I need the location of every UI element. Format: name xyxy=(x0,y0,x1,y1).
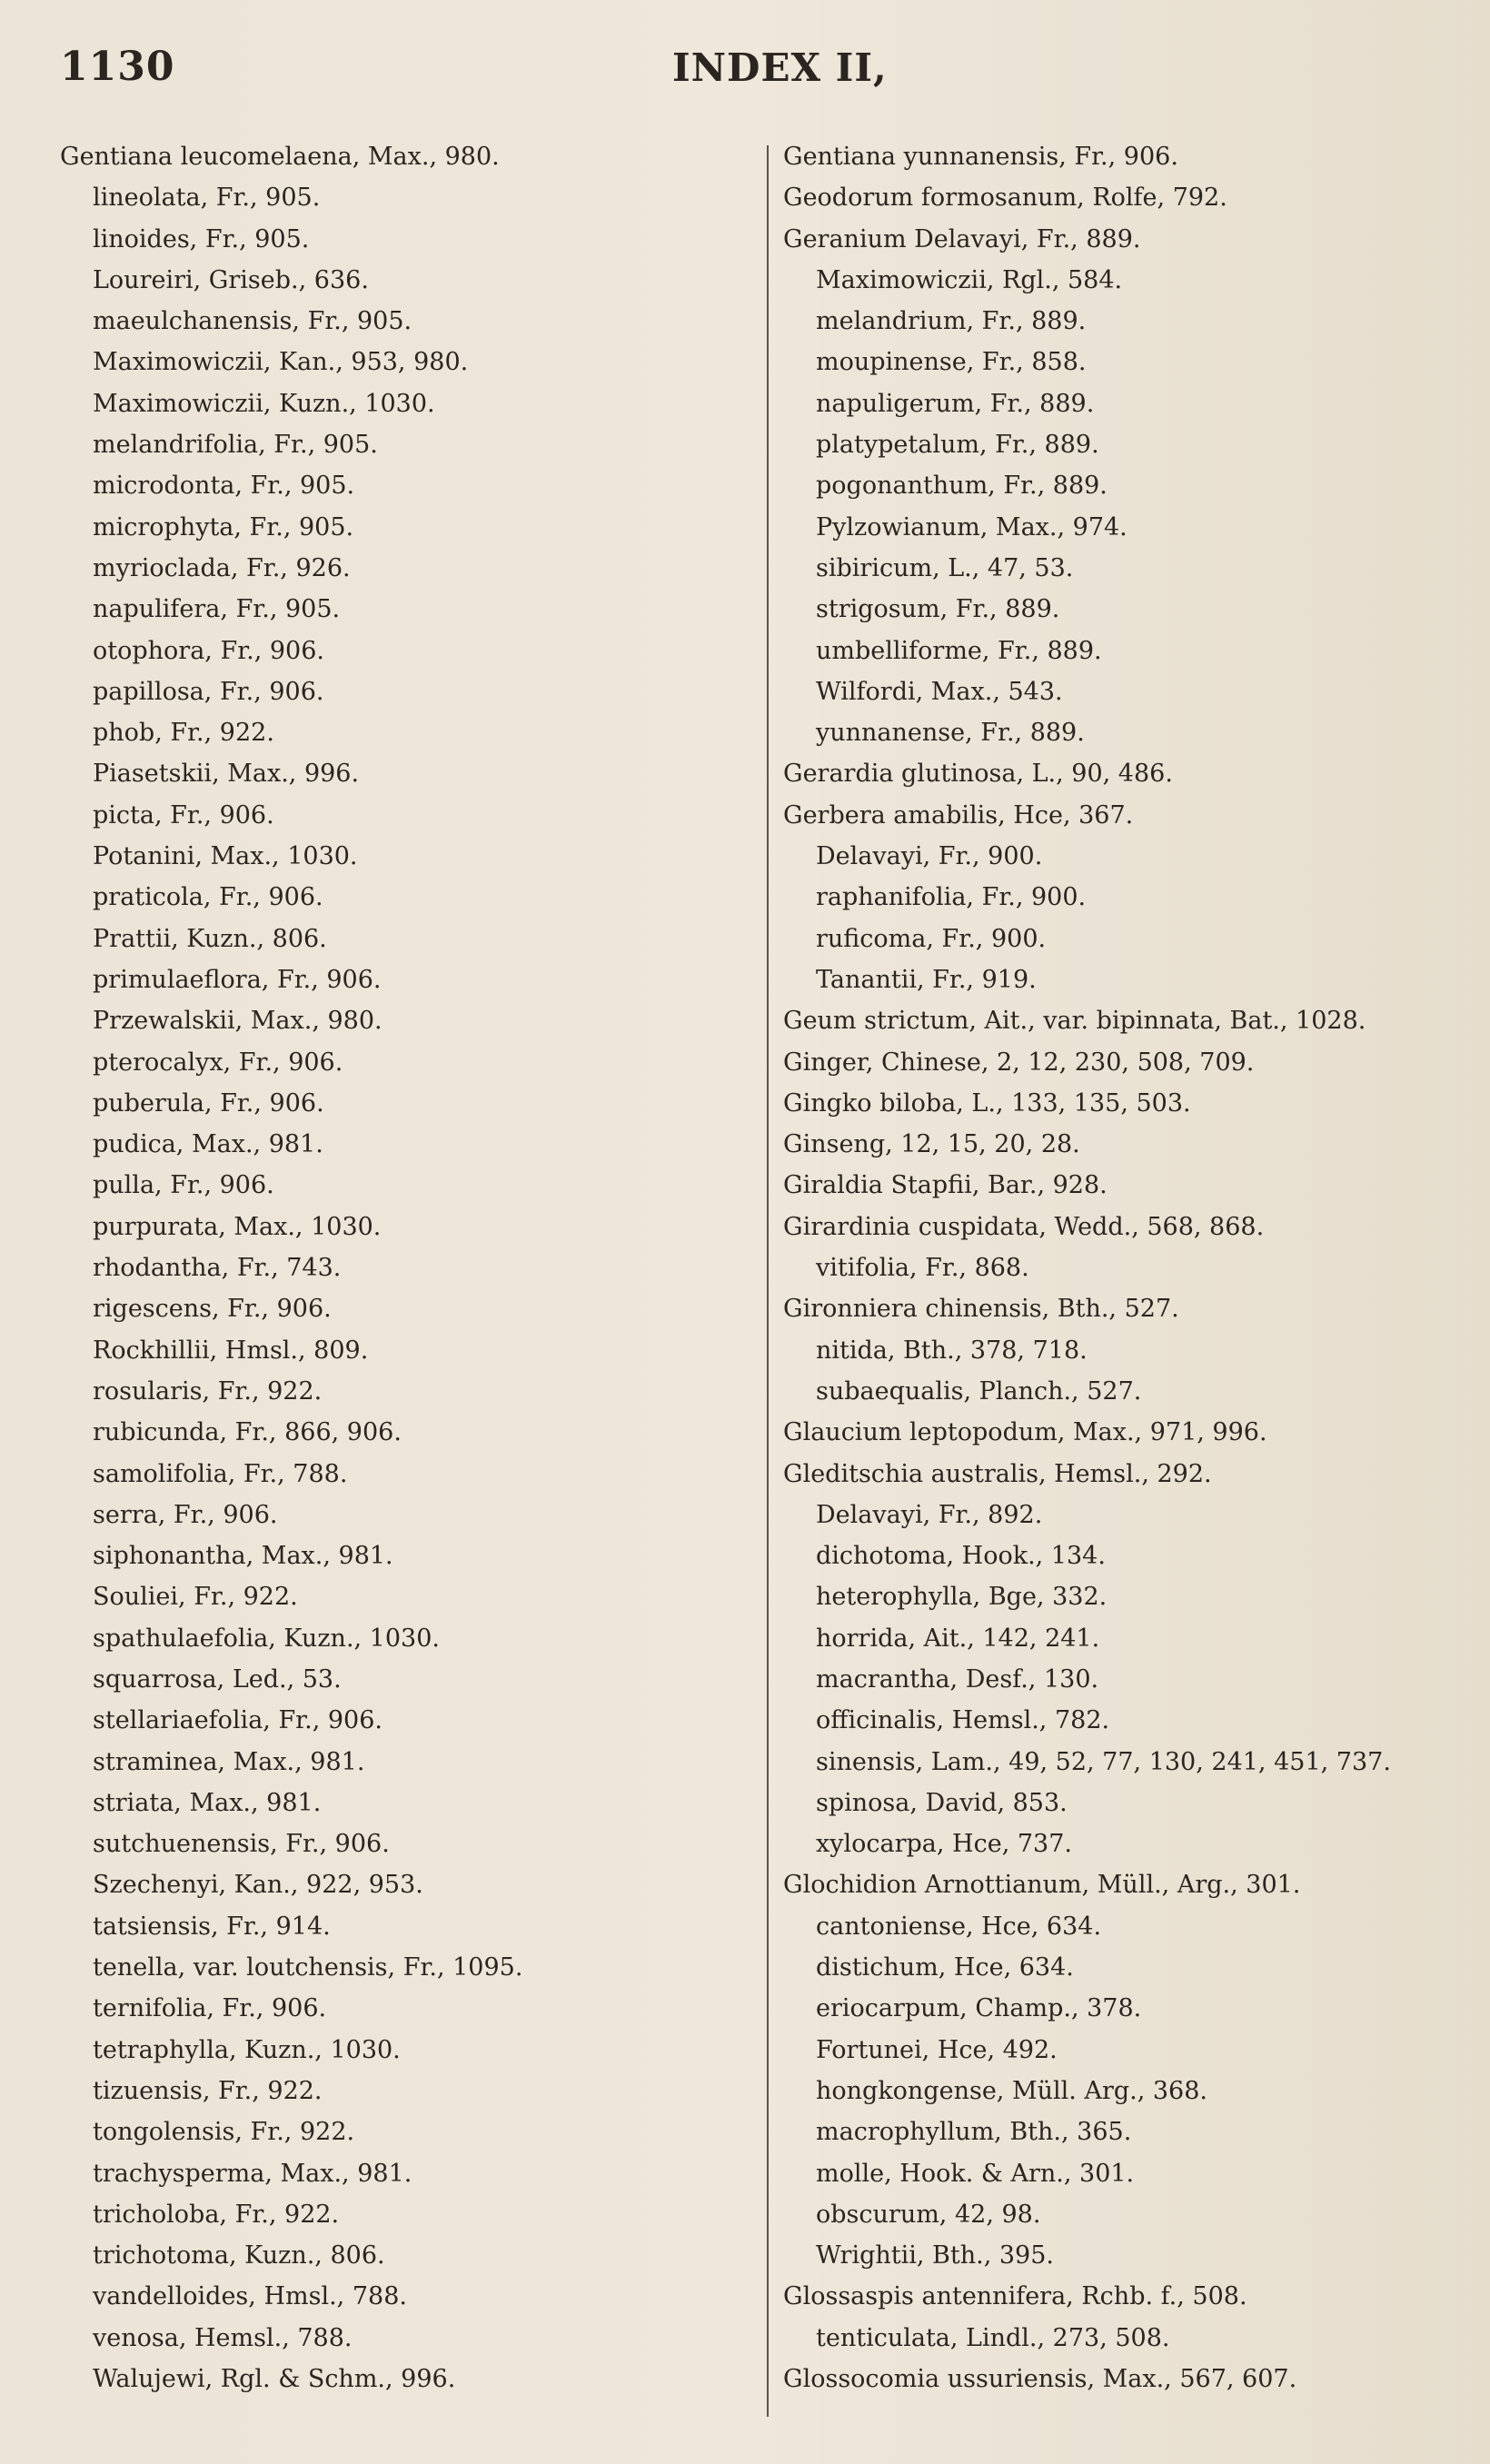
index-subentry: squarrosa, Led., 53. xyxy=(93,1664,342,1694)
index-subentry: straminea, Max., 981. xyxy=(93,1747,365,1776)
index-subentry: Rockhillii, Hmsl., 809. xyxy=(93,1336,369,1365)
index-subentry: Delavayi, Fr., 892. xyxy=(816,1500,1043,1529)
index-subentry: linoides, Fr., 905. xyxy=(93,224,310,253)
index-subentry: tricholoba, Fr., 922. xyxy=(93,2200,340,2229)
index-subentry: Potanini, Max., 1030. xyxy=(93,842,358,871)
index-subentry: macrophyllum, Bth., 365. xyxy=(816,2118,1132,2147)
index-subentry: subaequalis, Planch., 527. xyxy=(816,1376,1142,1406)
index-subentry: papillosa, Fr., 906. xyxy=(93,677,324,706)
index-subentry: heterophylla, Bge, 332. xyxy=(816,1583,1108,1612)
index-subentry: macrantha, Desf., 130. xyxy=(816,1664,1099,1694)
right-index-column xyxy=(783,136,1483,2399)
index-entry: Gironniera chinensis, Bth., 527. xyxy=(783,1295,1179,1324)
running-head: INDEX II, xyxy=(672,45,888,90)
index-subentry: umbelliforme, Fr., 889. xyxy=(816,636,1102,665)
index-entry: Ginseng, 12, 15, 20, 28. xyxy=(783,1130,1080,1159)
index-subentry: Wilfordi, Max., 543. xyxy=(816,677,1063,706)
index-entry: Gleditschia australis, Hemsl., 292. xyxy=(783,1459,1212,1488)
index-subentry: officinalis, Hemsl., 782. xyxy=(816,1706,1110,1735)
index-subentry: Fortunei, Hce, 492. xyxy=(816,2035,1058,2064)
index-subentry: otophora, Fr., 906. xyxy=(93,636,324,665)
index-subentry: melandrifolia, Fr., 905. xyxy=(93,431,378,460)
index-subentry: napulifera, Fr., 905. xyxy=(93,595,341,624)
index-subentry: spinosa, David, 853. xyxy=(816,1788,1068,1817)
index-subentry: puberula, Fr., 906. xyxy=(93,1088,324,1118)
index-subentry: tongolensis, Fr., 922. xyxy=(93,2118,355,2147)
index-subentry: picta, Fr., 906. xyxy=(93,800,274,830)
index-subentry: Maximowiczii, Rgl., 584. xyxy=(816,265,1123,294)
index-subentry: tenticulata, Lindl., 273, 508. xyxy=(816,2323,1170,2352)
index-subentry: vandelloides, Hmsl., 788. xyxy=(93,2282,407,2311)
index-subentry: strigosum, Fr., 889. xyxy=(816,595,1060,624)
index-subentry: nitida, Bth., 378, 718. xyxy=(816,1336,1088,1365)
index-entry: Gerardia glutinosa, L., 90, 486. xyxy=(783,760,1173,789)
index-entry: Geodorum formosanum, Rolfe, 792. xyxy=(783,184,1227,213)
index-subentry: eriocarpum, Champ., 378. xyxy=(816,1994,1142,2023)
index-entry: Geum strictum, Ait., var. bipinnata, Bat., 1028. xyxy=(783,1007,1366,1036)
index-subentry: Szechenyi, Kan., 922, 953. xyxy=(93,1871,423,1900)
index-subentry: stellariaefolia, Fr., 906. xyxy=(93,1706,382,1735)
index-subentry: tatsiensis, Fr., 914. xyxy=(93,1912,331,1941)
index-entry: Gingko biloba, L., 133, 135, 503. xyxy=(783,1088,1191,1118)
index-subentry: Pylzowianum, Max., 974. xyxy=(816,512,1127,541)
index-entry: Gentiana yunnanensis, Fr., 906. xyxy=(783,143,1178,171)
index-subentry: Delavayi, Fr., 900. xyxy=(816,842,1043,871)
index-subentry: siphonantha, Max., 981. xyxy=(93,1542,393,1571)
index-subentry: trachysperma, Max., 981. xyxy=(93,2159,412,2188)
index-subentry: sinensis, Lam., 49, 52, 77, 130, 241, 451, 737. xyxy=(816,1747,1391,1776)
index-entry: Glossocomia ussuriensis, Max., 567, 607. xyxy=(783,2365,1297,2394)
index-subentry: Prattii, Kuzn., 806. xyxy=(93,924,327,953)
index-subentry: Maximowiczii, Kuzn., 1030. xyxy=(93,389,435,418)
index-subentry: ternifolia, Fr., 906. xyxy=(93,1994,327,2023)
index-subentry: Wrightii, Bth., 395. xyxy=(816,2241,1054,2270)
index-subentry: spathulaefolia, Kuzn., 1030. xyxy=(93,1624,440,1653)
index-subentry: platypetalum, Fr., 889. xyxy=(816,431,1099,460)
index-subentry: rubicunda, Fr., 866, 906. xyxy=(93,1418,402,1447)
index-subentry: ruficoma, Fr., 900. xyxy=(816,924,1047,953)
index-entry: Giraldia Stapfii, Bar., 928. xyxy=(783,1171,1108,1200)
index-subentry: pudica, Max., 981. xyxy=(93,1130,323,1159)
index-subentry: phob, Fr., 922. xyxy=(93,719,274,748)
index-subentry: cantoniense, Hce, 634. xyxy=(816,1912,1102,1941)
left-index-column xyxy=(60,136,750,2399)
index-subentry: rhodantha, Fr., 743. xyxy=(93,1254,342,1283)
index-subentry: Loureiri, Griseb., 636. xyxy=(93,265,369,294)
index-subentry: distichum, Hce, 634. xyxy=(816,1953,1074,1982)
index-subentry: myrioclada, Fr., 926. xyxy=(93,553,351,582)
index-subentry: rosularis, Fr., 922. xyxy=(93,1376,323,1406)
index-subentry: venosa, Hemsl., 788. xyxy=(93,2323,353,2352)
index-subentry: moupinense, Fr., 858. xyxy=(816,348,1087,377)
index-entry: Gentiana leucomelaena, Max., 980. xyxy=(60,143,500,171)
index-entry: Girardinia cuspidata, Wedd., 568, 868. xyxy=(783,1212,1265,1241)
index-subentry: vitifolia, Fr., 868. xyxy=(816,1254,1029,1283)
index-subentry: Piasetskii, Max., 996. xyxy=(93,760,360,789)
index-subentry: napuligerum, Fr., 889. xyxy=(816,389,1095,418)
index-subentry: molle, Hook. & Arn., 301. xyxy=(816,2159,1135,2188)
index-subentry: trichotoma, Kuzn., 806. xyxy=(93,2241,385,2270)
index-subentry: tizuensis, Fr., 922. xyxy=(93,2076,323,2105)
index-subentry: purpurata, Max., 1030. xyxy=(93,1212,382,1241)
index-entry: Ginger, Chinese, 2, 12, 230, 508, 709. xyxy=(783,1048,1255,1077)
index-subentry: horrida, Ait., 142, 241. xyxy=(816,1624,1100,1653)
index-subentry: dichotoma, Hook., 134. xyxy=(816,1542,1106,1571)
index-subentry: samolifolia, Fr., 788. xyxy=(93,1459,348,1488)
index-entry: Gerbera amabilis, Hce, 367. xyxy=(783,800,1134,830)
index-subentry: pterocalyx, Fr., 906. xyxy=(93,1048,343,1077)
index-subentry: hongkongense, Müll. Arg., 368. xyxy=(816,2076,1207,2105)
index-subentry: Przewalskii, Max., 980. xyxy=(93,1007,382,1036)
index-subentry: Souliei, Fr., 922. xyxy=(93,1583,298,1612)
index-entry: Geranium Delavayi, Fr., 889. xyxy=(783,224,1141,253)
index-entry: Glochidion Arnottianum, Müll., Arg., 301. xyxy=(783,1871,1301,1900)
index-subentry: microdonta, Fr., 905. xyxy=(93,472,355,501)
index-entry: Glaucium leptopodum, Max., 971, 996. xyxy=(783,1418,1267,1447)
index-subentry: rigescens, Fr., 906. xyxy=(93,1295,332,1324)
index-subentry: pogonanthum, Fr., 889. xyxy=(816,472,1108,501)
index-subentry: sutchuenensis, Fr., 906. xyxy=(93,1830,390,1859)
index-subentry: praticola, Fr., 906. xyxy=(93,883,323,912)
column-divider xyxy=(767,145,769,2417)
index-subentry: Maximowiczii, Kan., 953, 980. xyxy=(93,348,469,377)
index-subentry: striata, Max., 981. xyxy=(93,1788,322,1817)
index-subentry: tetraphylla, Kuzn., 1030. xyxy=(93,2035,401,2064)
index-subentry: obscurum, 42, 98. xyxy=(816,2200,1041,2229)
index-subentry: maeulchanensis, Fr., 905. xyxy=(93,307,412,336)
index-subentry: melandrium, Fr., 889. xyxy=(816,307,1087,336)
index-subentry: xylocarpa, Hce, 737. xyxy=(816,1830,1072,1859)
index-subentry: tenella, var. loutchensis, Fr., 1095. xyxy=(93,1953,523,1982)
page-number: 1130 xyxy=(60,44,175,90)
index-subentry: serra, Fr., 906. xyxy=(93,1500,278,1529)
index-subentry: primulaeflora, Fr., 906. xyxy=(93,965,382,994)
index-subentry: Walujewi, Rgl. & Schm., 996. xyxy=(93,2365,456,2394)
index-subentry: yunnanense, Fr., 889. xyxy=(816,719,1085,748)
index-subentry: pulla, Fr., 906. xyxy=(93,1171,274,1200)
index-subentry: lineolata, Fr., 905. xyxy=(93,184,321,213)
index-subentry: raphanifolia, Fr., 900. xyxy=(816,883,1087,912)
index-entry: Glossaspis antennifera, Rchb. f., 508. xyxy=(783,2282,1247,2311)
index-subentry: microphyta, Fr., 905. xyxy=(93,512,354,541)
index-subentry: sibiricum, L., 47, 53. xyxy=(816,553,1074,582)
index-subentry: Tanantii, Fr., 919. xyxy=(816,965,1037,994)
